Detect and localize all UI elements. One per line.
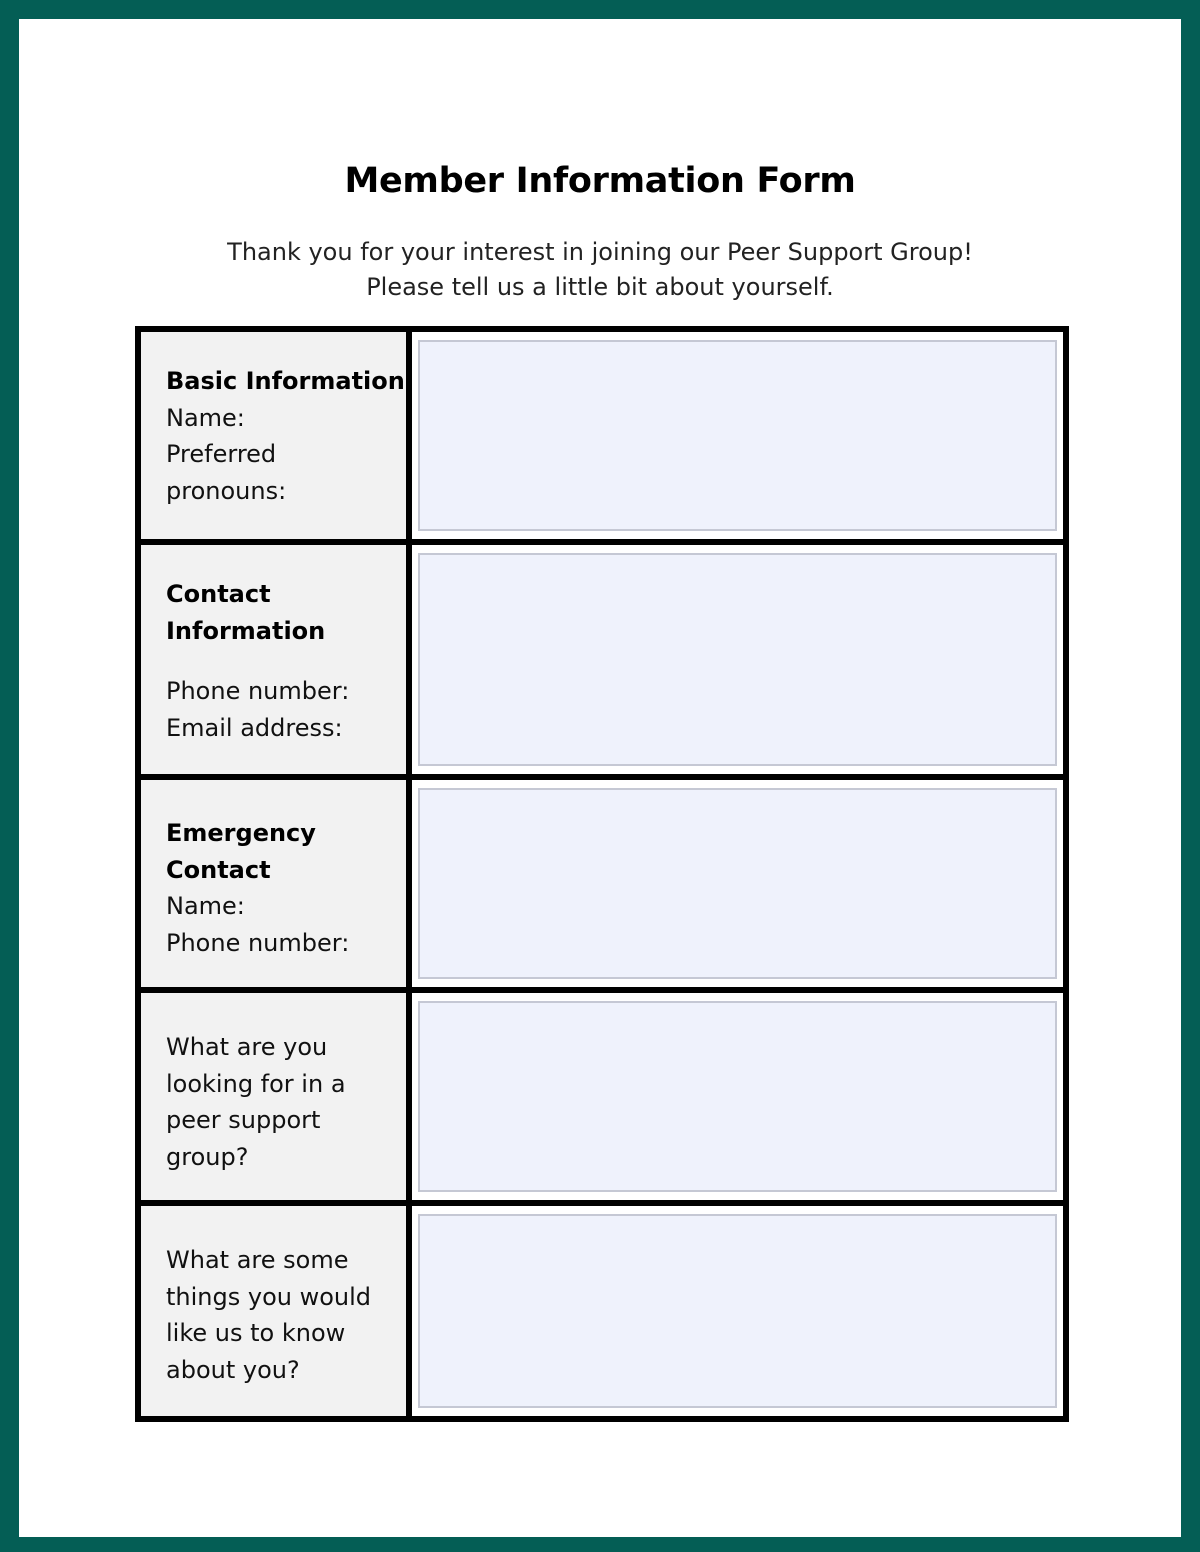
label-cell-basic-information xyxy=(141,332,406,539)
label-cell-looking-for xyxy=(141,993,406,1200)
label-cell-emergency-contact xyxy=(141,780,406,987)
question-line-1: What are you xyxy=(166,1033,328,1061)
intro-line-2: Please tell us a little bit about yourself. xyxy=(366,273,834,301)
field-label-pronouns-2: pronouns: xyxy=(166,476,287,505)
section-heading-line-1: Contact xyxy=(166,580,271,608)
table-row-looking-for xyxy=(135,993,1069,1200)
question-line-3: like us to know xyxy=(166,1319,346,1347)
question-line-3: peer support xyxy=(166,1106,321,1134)
value-cell-things-to-know xyxy=(412,1206,1063,1416)
emergency-contact-field[interactable] xyxy=(418,788,1057,979)
value-cell-basic-information xyxy=(412,332,1063,539)
label-cell-things-to-know xyxy=(141,1206,406,1416)
table-row-contact-information xyxy=(135,545,1069,774)
contact-information-field[interactable] xyxy=(418,553,1057,766)
field-label-name: Name: xyxy=(166,892,245,920)
table-row-emergency-contact xyxy=(135,780,1069,987)
intro-text xyxy=(19,235,1181,305)
value-cell-looking-for xyxy=(412,993,1063,1200)
form-page xyxy=(19,19,1181,1537)
member-info-table xyxy=(135,326,1069,1422)
question-line-4: about you? xyxy=(166,1355,300,1384)
field-label-name: Name: xyxy=(166,403,245,432)
field-label-phone: Phone number: xyxy=(166,677,350,705)
question-line-1: What are some xyxy=(166,1246,349,1274)
table-row-basic-information xyxy=(135,332,1069,539)
question-line-2: looking for in a xyxy=(166,1069,346,1098)
field-label-phone: Phone number: xyxy=(166,928,350,957)
section-heading-line-2: Contact xyxy=(166,855,271,884)
section-heading-line-1: Emergency xyxy=(166,819,316,847)
section-heading-line-2: Information xyxy=(166,616,326,645)
intro-line-1: Thank you for your interest in joining our Peer Support Group! xyxy=(227,238,973,266)
spacer xyxy=(166,649,406,673)
basic-information-field[interactable] xyxy=(418,340,1057,531)
value-cell-emergency-contact xyxy=(412,780,1063,987)
question-line-4: group? xyxy=(166,1142,249,1171)
field-label-email: Email address: xyxy=(166,713,343,742)
table-row-things-to-know xyxy=(135,1206,1069,1416)
value-cell-contact-information xyxy=(412,545,1063,774)
label-cell-contact-information xyxy=(141,545,406,774)
question-line-2: things you would xyxy=(166,1282,372,1311)
form-title: Member Information Form xyxy=(344,161,856,201)
section-heading: Basic Information xyxy=(166,367,405,395)
looking-for-field[interactable] xyxy=(418,1001,1057,1192)
things-to-know-field[interactable] xyxy=(418,1214,1057,1408)
field-label-pronouns-1: Preferred xyxy=(166,440,277,468)
